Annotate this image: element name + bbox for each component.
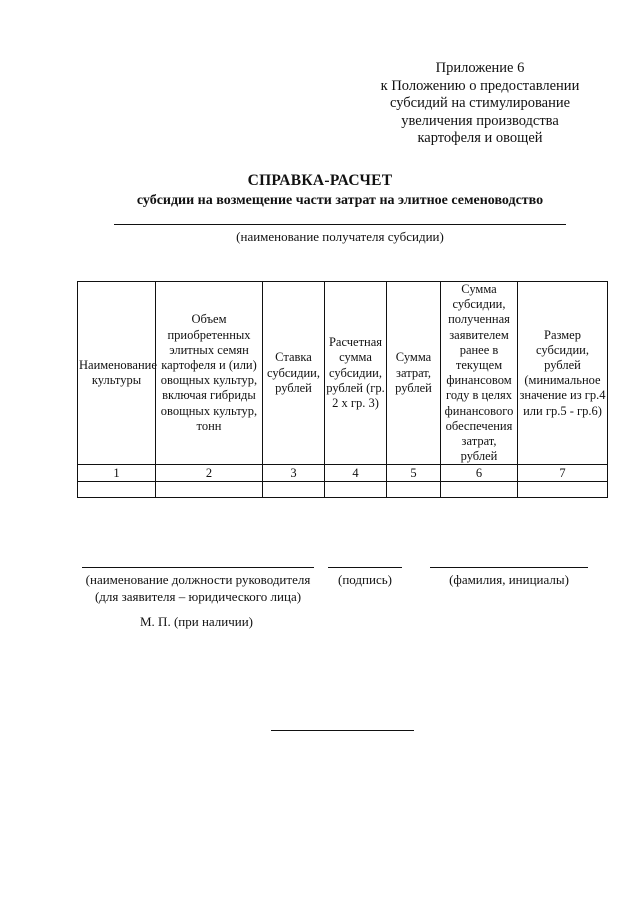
table-cell[interactable] [263, 482, 325, 498]
appendix-line: увеличения производства [401, 112, 559, 129]
full-name-line [430, 567, 588, 568]
signature-line [328, 567, 402, 568]
header-calculated-amount: Расчетная сумма субсидии, рублей (гр. 2 х гр. 3) [325, 282, 387, 465]
column-number: 4 [325, 465, 387, 482]
column-number: 5 [387, 465, 441, 482]
column-number: 6 [441, 465, 518, 482]
table-column-numbers-row [78, 465, 608, 482]
table-cell[interactable] [518, 482, 608, 498]
recipient-name-line [114, 224, 566, 225]
header-previous-subsidy: Сумма субсидии, полученная заявителем ранее в текущем финансовом году в целях финансового обеспечения затрат, рублей [441, 282, 518, 465]
appendix-line: Приложение 6 [435, 60, 525, 76]
full-name-caption: (фамилия, инициалы) [449, 572, 569, 587]
header-culture-name: Наименование культуры [78, 282, 156, 465]
appendix-line: к Положению о предоставлении [380, 77, 580, 94]
position-caption [82, 571, 314, 605]
header-seed-volume: Объем приобретенных элитных семян картофеля и (или) овощных культур, включая гибриды овощных культур, тонн [156, 282, 263, 465]
column-number: 1 [78, 465, 156, 482]
document-title: СПРАВКА-РАСЧЕТ [247, 172, 393, 189]
bottom-line [271, 730, 414, 731]
column-number: 3 [263, 465, 325, 482]
table-cell[interactable] [387, 482, 441, 498]
signature-caption: (подпись) [338, 572, 392, 587]
table-cell[interactable] [78, 482, 156, 498]
document-subtitle: субсидии на возмещение части затрат на элитное семеноводство [136, 193, 544, 208]
calculation-table [77, 281, 608, 498]
position-line [82, 567, 314, 568]
appendix-line: картофеля и овощей [417, 130, 543, 146]
position-caption-line: (для заявителя – юридического лица) [94, 589, 302, 604]
stamp-note: М. П. (при наличии) [140, 614, 254, 629]
header-costs-amount: Сумма затрат, рублей [387, 282, 441, 465]
table-cell[interactable] [441, 482, 518, 498]
header-subsidy-size: Размер субсидии, рублей (минимальное значение из гр.4 или гр.5 - гр.6) [518, 282, 608, 465]
table-header-row [78, 282, 608, 465]
header-subsidy-rate: Ставка субсидии, рублей [263, 282, 325, 465]
column-number: 7 [518, 465, 608, 482]
table-cell[interactable] [156, 482, 263, 498]
position-caption-line: (наименование должности руководителя [85, 572, 311, 587]
column-number: 2 [156, 465, 263, 482]
table-data-row [78, 482, 608, 498]
appendix-line: субсидий на стимулирование [389, 95, 571, 111]
appendix-header [360, 60, 600, 148]
recipient-caption: (наименование получателя субсидии) [236, 229, 444, 244]
table-cell[interactable] [325, 482, 387, 498]
